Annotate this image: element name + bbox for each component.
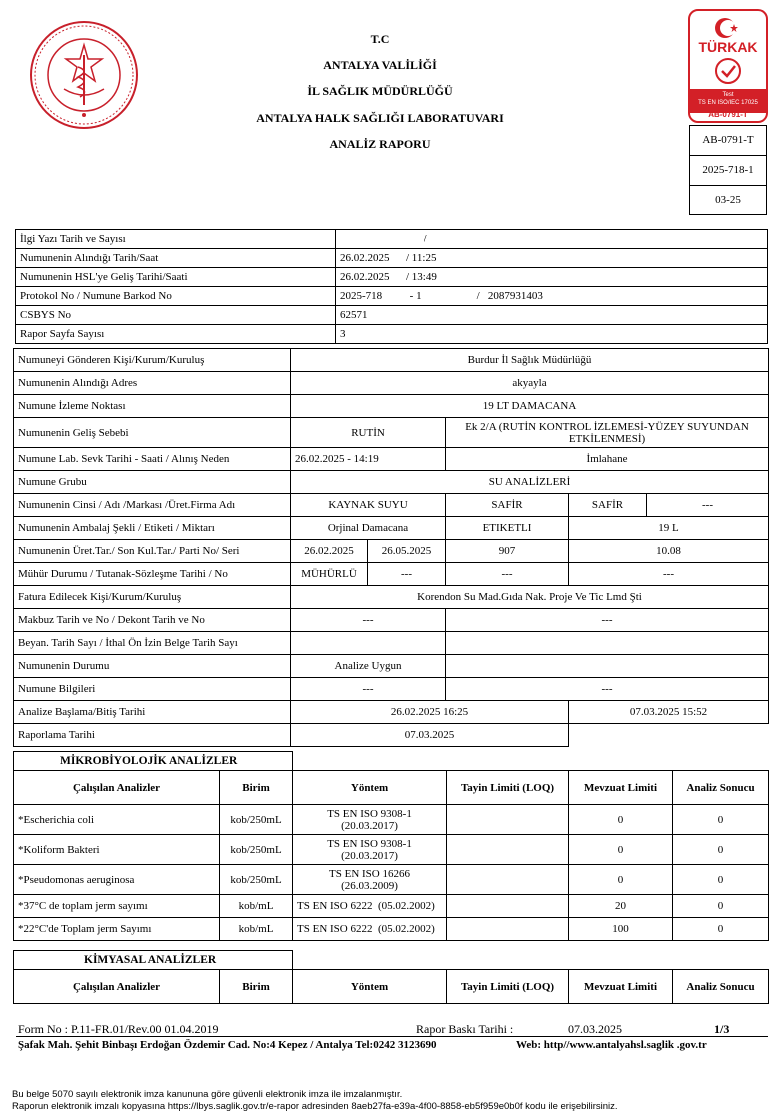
table-row xyxy=(14,678,769,701)
table-row xyxy=(14,540,769,563)
field-value: / xyxy=(424,230,768,249)
field-value: 907 xyxy=(446,540,569,563)
field-value: 19 LT DAMACANA xyxy=(291,395,769,418)
analysis-name: *Escherichia coli xyxy=(14,805,220,835)
table-row xyxy=(14,701,769,724)
table-row xyxy=(14,865,769,895)
field-value: 26.02.2025 - 14:19 xyxy=(291,448,446,471)
field-label: CSBYS No xyxy=(16,306,336,325)
analysis-result: 0 xyxy=(673,918,769,941)
method-name: TS EN ISO 9308-1 xyxy=(327,837,412,850)
analysis-unit: kob/250mL xyxy=(220,835,293,865)
field-value: --- xyxy=(446,563,569,586)
field-value: MÜHÜRLÜ xyxy=(291,563,368,586)
analysis-limit: 100 xyxy=(569,918,673,941)
field-value: 19 L xyxy=(569,517,769,540)
table-row xyxy=(14,349,769,372)
field-label: Numune Bilgileri xyxy=(14,678,291,701)
header-governorship: ANTALYA VALİLİĞİ xyxy=(323,58,437,72)
table-row xyxy=(14,448,769,471)
table-row xyxy=(14,724,769,747)
field-label: Numune İzleme Noktası xyxy=(14,395,291,418)
field-value: 3 xyxy=(336,325,768,344)
analysis-loq xyxy=(447,918,569,941)
analysis-limit: 20 xyxy=(569,895,673,918)
turkak-test: Test xyxy=(722,92,734,98)
micro-title: MİKROBİYOLOJİK ANALİZLER xyxy=(14,752,293,771)
analysis-loq xyxy=(447,895,569,918)
method-date: (20.03.2017) xyxy=(341,849,398,862)
method-name: TS EN ISO 16266 xyxy=(329,867,410,880)
table-row xyxy=(16,287,768,306)
field-value: 07.03.2025 15:52 xyxy=(569,701,769,724)
table-row xyxy=(16,230,768,249)
table-row xyxy=(14,951,769,970)
esign-notice: Bu belge 5070 sayılı elektronik imza kanununa göre güvenli elektronik imza ile imzalanmıştır. xyxy=(12,1089,403,1100)
page-title: ANALİZ RAPORU xyxy=(329,137,431,151)
field-label: İlgi Yazı Tarih ve Sayısı xyxy=(16,230,336,249)
field-label: Numunenin Durumu xyxy=(14,655,291,678)
table-header-row xyxy=(14,771,769,805)
field-value: --- xyxy=(647,494,769,517)
field-value: İmlahane xyxy=(446,448,769,471)
esign-link[interactable]: Raporun elektronik imzalı kopyasına https://lbys.saglik.gov.tr/e-rapor adresinden 8aeb27fa-e39a-4f00-8858-eb5f959e0b0f kodu ile erişebilirsiniz. xyxy=(12,1101,618,1112)
sequence-code: 03-25 xyxy=(715,194,741,206)
table-row xyxy=(14,372,769,395)
field-value: Orjinal Damacana xyxy=(291,517,446,540)
field-label: Numunenin Alındığı Tarih/Saat xyxy=(16,249,336,268)
turkak-logo xyxy=(688,9,768,123)
method-date: (20.03.2017) xyxy=(341,819,398,832)
table-row xyxy=(16,268,768,287)
info-table-1 xyxy=(15,229,768,344)
field-label: Fatura Edilecek Kişi/Kurum/Kuruluş xyxy=(14,586,291,609)
footer-web: Web: http//www.antalyahsl.saglik .gov.tr xyxy=(516,1039,707,1051)
analysis-method xyxy=(293,805,447,835)
column-header: Yöntem xyxy=(293,771,447,805)
column-header: Analiz Sonucu xyxy=(673,771,769,805)
table-row xyxy=(14,752,769,771)
field-value: ETIKETLI xyxy=(446,517,569,540)
field-label: Raporlama Tarihi xyxy=(14,724,291,747)
chem-table xyxy=(13,950,769,1004)
footer-address: Şafak Mah. Şehit Binbaşı Erdoğan Özdemir Cad. No:4 Kepez / Antalya Tel:0242 3123690 xyxy=(18,1039,437,1051)
info-table-2 xyxy=(13,348,769,747)
column-header: Analiz Sonucu xyxy=(673,970,769,1004)
form-number: Form No : P.11-FR.01/Rev.00 01.04.2019 xyxy=(18,1022,219,1036)
footer-divider xyxy=(16,1036,768,1037)
table-row xyxy=(14,609,769,632)
table-row xyxy=(14,586,769,609)
field-value: 26.02.2025 / 11:25 xyxy=(336,249,768,268)
analysis-name: *22°C'de Toplam jerm Sayımı xyxy=(14,918,220,941)
table-row xyxy=(14,895,769,918)
field-value: Korendon Su Mad.Gıda Nak. Proje Ve Tic Lmd Şti xyxy=(291,586,769,609)
analysis-method xyxy=(293,835,447,865)
table-row xyxy=(14,835,769,865)
analysis-result: 0 xyxy=(673,895,769,918)
analysis-result: 0 xyxy=(673,805,769,835)
field-label: Numune Grubu xyxy=(14,471,291,494)
crescent-star-icon xyxy=(712,15,742,41)
column-header: Yöntem xyxy=(293,970,447,1004)
table-row xyxy=(14,632,769,655)
column-header: Tayin Limiti (LOQ) xyxy=(447,771,569,805)
check-icon xyxy=(714,57,742,85)
field-value: 2025-718 - 1 / 2087931403 xyxy=(336,287,768,306)
analysis-name: *Pseudomonas aeruginosa xyxy=(14,865,220,895)
field-value: --- xyxy=(368,563,446,586)
turkak-brand: TÜRKAK xyxy=(698,39,758,55)
column-header: Tayin Limiti (LOQ) xyxy=(447,970,569,1004)
turkak-standard: TS EN ISO/IEC 17025 xyxy=(698,100,758,106)
analysis-method: TS EN ISO 6222 (05.02.2002) xyxy=(293,918,447,941)
field-value: RUTİN xyxy=(291,418,446,448)
field-label: Protokol No / Numune Barkod No xyxy=(16,287,336,306)
field-label: Beyan. Tarih Sayı / İthal Ön İzin Belge Tarih Sayı xyxy=(14,632,291,655)
protocol-code: 2025-718-1 xyxy=(690,156,766,186)
column-header: Çalışılan Analizler xyxy=(14,771,220,805)
table-row xyxy=(14,471,769,494)
field-value: --- xyxy=(446,609,769,632)
column-header: Çalışılan Analizler xyxy=(14,970,220,1004)
field-value: 10.08 xyxy=(569,540,769,563)
field-value: 26.02.2025 16:25 xyxy=(291,701,569,724)
field-label: Numunenin Üret.Tar./ Son Kul.Tar./ Parti No/ Seri xyxy=(14,540,291,563)
field-label: Analize Başlama/Bitiş Tarihi xyxy=(14,701,291,724)
field-label: Rapor Sayfa Sayısı xyxy=(16,325,336,344)
header-laboratory: ANTALYA HALK SAĞLIĞI LABORATUVARI xyxy=(256,111,504,125)
chem-title: KİMYASAL ANALİZLER xyxy=(14,951,293,970)
table-row xyxy=(16,325,768,344)
analysis-loq xyxy=(447,805,569,835)
turkak-code: AB-0791-T xyxy=(708,110,748,119)
analysis-unit: kob/mL xyxy=(220,918,293,941)
ministry-seal xyxy=(28,19,140,131)
column-header: Birim xyxy=(220,970,293,1004)
field-label: Makbuz Tarih ve No / Dekont Tarih ve No xyxy=(14,609,291,632)
code-boxes xyxy=(689,125,767,215)
field-value: Analize Uygun xyxy=(291,655,446,678)
analysis-name: *Koliform Bakteri xyxy=(14,835,220,865)
table-row xyxy=(14,494,769,517)
field-value: KAYNAK SUYU xyxy=(291,494,446,517)
table-row xyxy=(16,306,768,325)
table-row xyxy=(14,918,769,941)
field-value: 07.03.2025 xyxy=(291,724,569,747)
accreditation-code: AB-0791-T xyxy=(690,126,766,156)
analysis-loq xyxy=(447,835,569,865)
micro-table xyxy=(13,751,769,941)
field-value: Ek 2/A (RUTİN KONTROL İZLEMESİ-YÜZEY SUYUNDAN ETKİLENMESİ) xyxy=(446,418,769,448)
field-value: 26.02.2025 / 13:49 xyxy=(336,268,768,287)
table-row xyxy=(14,517,769,540)
header-directorate: İL SAĞLIK MÜDÜRLÜĞÜ xyxy=(307,84,453,98)
print-date: 07.03.2025 xyxy=(568,1022,622,1036)
field-label: Numune Lab. Sevk Tarihi - Saati / Alınış Neden xyxy=(14,448,291,471)
table-row xyxy=(14,395,769,418)
field-label: Numunenin Cinsi / Adı /Markası /Üret.Firma Adı xyxy=(14,494,291,517)
field-value: akyayla xyxy=(291,372,769,395)
field-value: 62571 xyxy=(336,306,768,325)
field-label: Numunenin Alındığı Adres xyxy=(14,372,291,395)
field-value: SAFİR xyxy=(569,494,647,517)
column-header: Mevzuat Limiti xyxy=(569,970,673,1004)
header-tc: T.C xyxy=(370,32,390,46)
analysis-method: TS EN ISO 6222 (05.02.2002) xyxy=(293,895,447,918)
analysis-method xyxy=(293,865,447,895)
field-label: Numunenin HSL'ye Geliş Tarihi/Saati xyxy=(16,268,336,287)
analysis-name: *37°C de toplam jerm sayımı xyxy=(14,895,220,918)
analysis-unit: kob/250mL xyxy=(220,865,293,895)
field-value: 26.02.2025 xyxy=(291,540,368,563)
analysis-limit: 0 xyxy=(569,865,673,895)
analysis-unit: kob/250mL xyxy=(220,805,293,835)
field-value: --- xyxy=(446,678,769,701)
field-label: Numunenin Ambalaj Şekli / Etiketi / Miktarı xyxy=(14,517,291,540)
table-row xyxy=(14,563,769,586)
table-row xyxy=(16,249,768,268)
field-label: Mühür Durumu / Tutanak-Sözleşme Tarihi / No xyxy=(14,563,291,586)
print-date-label: Rapor Baskı Tarihi : xyxy=(416,1022,514,1036)
field-value: --- xyxy=(569,563,769,586)
field-value: --- xyxy=(291,678,446,701)
field-value: SU ANALİZLERİ xyxy=(291,471,769,494)
page-number: 1/3 xyxy=(714,1022,730,1036)
analysis-limit: 0 xyxy=(569,805,673,835)
column-header: Birim xyxy=(220,771,293,805)
field-label: Numuneyi Gönderen Kişi/Kurum/Kuruluş xyxy=(14,349,291,372)
analysis-loq xyxy=(447,865,569,895)
field-value: --- xyxy=(291,609,446,632)
method-name: TS EN ISO 9308-1 xyxy=(327,807,412,820)
table-row xyxy=(14,655,769,678)
table-header-row xyxy=(14,970,769,1004)
field-value: SAFİR xyxy=(446,494,569,517)
field-value: 26.05.2025 xyxy=(368,540,446,563)
field-value: Burdur İl Sağlık Müdürlüğü xyxy=(291,349,769,372)
field-label: Numunenin Geliş Sebebi xyxy=(14,418,291,448)
analysis-result: 0 xyxy=(673,835,769,865)
method-date: (26.03.2009) xyxy=(341,879,398,892)
table-row xyxy=(14,418,769,448)
table-row xyxy=(14,805,769,835)
analysis-result: 0 xyxy=(673,865,769,895)
analysis-unit: kob/mL xyxy=(220,895,293,918)
analysis-limit: 0 xyxy=(569,835,673,865)
column-header: Mevzuat Limiti xyxy=(569,771,673,805)
